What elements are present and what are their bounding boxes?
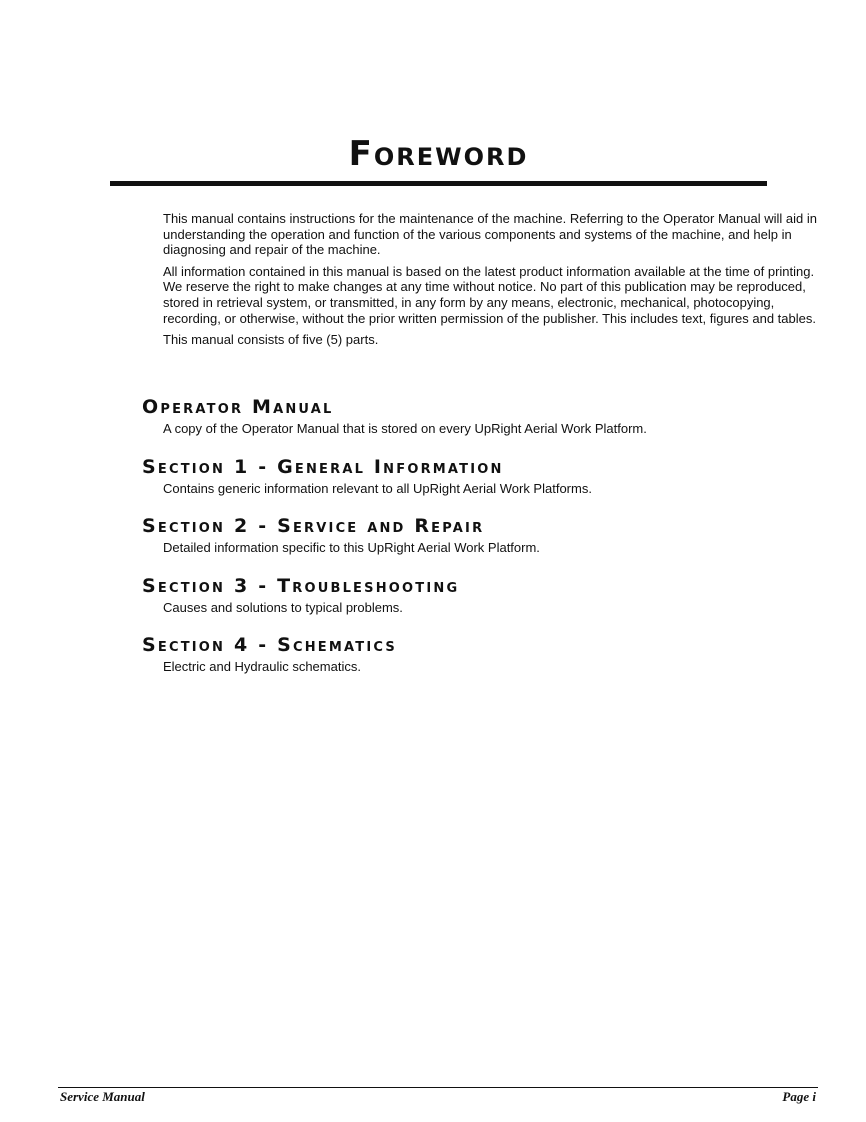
intro-paragraph: This manual contains instructions for the maintenance of the machine. Referring to the Operator Manual will aid in understanding the operation and function of the various components and systems of the machine, and help in diagnosing and repair of the machine. — [163, 211, 817, 258]
section-troubleshooting — [142, 575, 818, 616]
section-service-and-repair — [142, 515, 818, 556]
section-operator-manual — [142, 396, 818, 437]
footer-manual-name: Service Manual — [60, 1089, 145, 1104]
section-heading: Section 2 - Service and Repair — [142, 515, 485, 537]
section-general-information — [142, 456, 818, 497]
title-divider — [110, 181, 767, 186]
section-description: Contains generic information relevant to all UpRight Aerial Work Platforms. — [163, 481, 592, 496]
section-heading: Section 3 - Troubleshooting — [142, 575, 460, 597]
section-description: Detailed information specific to this UpRight Aerial Work Platform. — [163, 540, 540, 555]
section-description: Electric and Hydraulic schematics. — [163, 659, 361, 674]
footer-page-number: Page i — [782, 1089, 816, 1104]
footer-divider — [58, 1087, 818, 1088]
section-description: A copy of the Operator Manual that is stored on every UpRight Aerial Work Platform. — [163, 421, 647, 436]
section-heading: Section 4 - Schematics — [142, 634, 397, 656]
section-description: Causes and solutions to typical problems. — [163, 600, 403, 615]
section-schematics — [142, 634, 818, 675]
section-heading: Operator Manual — [142, 396, 334, 418]
section-heading: Section 1 - General Information — [142, 456, 504, 478]
intro-text — [163, 211, 818, 354]
intro-paragraph: All information contained in this manual is based on the latest product information available at the time of printing. We reserve the right to make changes at any time without notice. No part of this publication may be reproduced, stored in retrieval system, or transmitted, in any form by any means, electronic, mechanical, photocopying, recording, or otherwise, without the prior written permission of the publisher. This includes text, figures and tables. — [163, 263, 816, 326]
page-title: Foreword — [348, 134, 529, 174]
intro-paragraph: This manual consists of five (5) parts. — [163, 332, 379, 348]
